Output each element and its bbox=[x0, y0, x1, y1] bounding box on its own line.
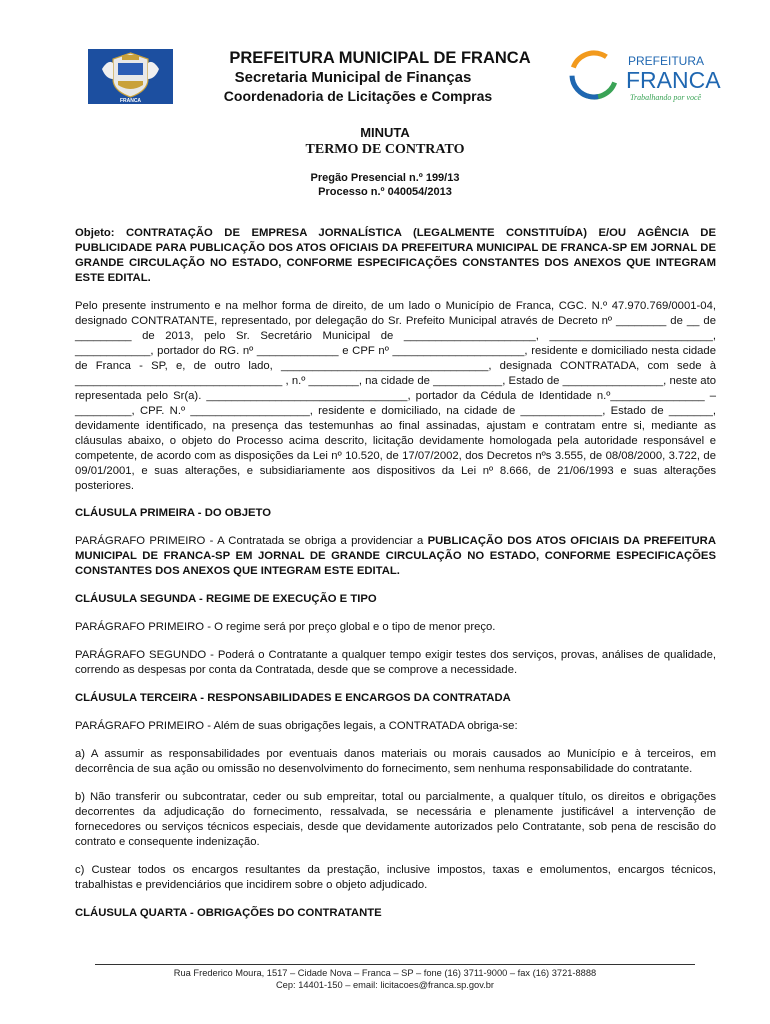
clausula-quarta-title: CLÁUSULA QUARTA - OBRIGAÇÕES DO CONTRATANTE bbox=[75, 907, 382, 919]
logo-tagline: Trabalhando por você bbox=[630, 93, 702, 102]
processo-number: Processo n.º 040054/2013 bbox=[318, 186, 452, 198]
clausula-segunda-paragrafo-2: PARÁGRAFO SEGUNDO - Poderá o Contratante a qualquer tempo exigir testes dos serviços, provas, análises de qualidade, correndo as despesas por conta da Contratada, desde que se comprove a necessidade. bbox=[75, 649, 716, 676]
logo-top-text: PREFEITURA bbox=[628, 54, 705, 68]
city-crest-logo bbox=[88, 49, 173, 104]
header-department: Coordenadoria de Licitações e Compras bbox=[223, 88, 493, 104]
intro-paragraph: Pelo presente instrumento e na melhor forma de direito, de um lado o Município de Franca, CGC. N.º 47.970.769/0001-04, designado CONTRATANTE, representado, por delegação do Sr. Prefeito Municipal através de Decreto nº ________ de __ de _________ de 2013, pelo Sr. Secretário Municipal de _____________________, __________________________, ____________, portador do RG. nº _____________ e CPF nº _____________________, residente e domiciliado nesta cidade de Franca - SP, e, de outro lado, _________________________________, designada CONTRATADA, com sede à _________________________________ , n.º ________, na cidade de ___________, Estado de ________________, neste ato representada pelo Sr(a). ________________________________, portador da Cédula de Identidade n.º_______________ – _________, CPF. N.º ___________________, residente e domiciliado, na cidade de _____________, Estado de _______, devidamente identificado, na presença das testemunhas ao final assinadas, ajustam e contratam entre si, mediante as cláusulas abaixo, o objeto do Processo acima descrito, licitação devidamente homologada pela autoridade responsável e competente, de acordo com as disposições da Lei nº 10.520, de 17/07/2002, dos Decretos nºs 3.555, de 08/08/2000, 3.722, de 09/01/2001, e suas alterações, e subsidiariamente aos dispositivos da Lei nº 8.666, de 21/06/1993 e suas alterações posteriores. bbox=[75, 300, 716, 492]
objeto-paragraph: Objeto: CONTRATAÇÃO DE EMPRESA JORNALÍSTICA (LEGALMENTE CONSTITUÍDA) E/OU AGÊNCIA DE PUBLICIDADE PARA PUBLICAÇÃO DOS ATOS OFICIAIS DA PREFEITURA MUNICIPAL DE FRANCA-SP EM JORNAL DE GRANDE CIRCULAÇÃO NO ESTADO, CONFORME ESPECIFICAÇÕES CONSTANTES DOS ANEXOS QUE INTEGRAM ESTE EDITAL. bbox=[75, 227, 716, 284]
c1-p1-lead: PARÁGRAFO PRIMEIRO - A Contratada se obriga a providenciar a bbox=[75, 535, 428, 547]
termo-title: TERMO DE CONTRATO bbox=[305, 142, 465, 157]
header-title: PREFEITURA MUNICIPAL DE FRANCA bbox=[229, 49, 531, 67]
clausula-terceira-item-b: b) Não transferir ou subcontratar, ceder ou sub empreitar, total ou parcialmente, a qualquer título, os direitos e obrigações decorrentes da adjudicação do fornecimento, ressalvada, se necessária e plenamente justificável a intervenção de fornecedores ou serviços técnicos especiais, desde que devidamente autorizados pelo Contratante, sob pena de rescisão do contrato e consequente indenização. bbox=[75, 791, 716, 848]
clausula-terceira-item-c: c) Custear todos os encargos resultantes da prestação, inclusive impostos, taxas e emolumentos, encargos técnicos, trabalhistas e previdenciários que incidirem sobre o objeto adjudicado. bbox=[75, 864, 716, 891]
clausula-primeira-title: CLÁUSULA PRIMEIRA - DO OBJETO bbox=[75, 507, 272, 519]
document-body bbox=[75, 226, 716, 934]
pregao-number: Pregão Presencial n.º 199/13 bbox=[310, 172, 460, 184]
c1-p1-bold: PUBLICAÇÃO DOS ATOS OFICIAIS DA PREFEITURA MUNICIPAL DE FRANCA-SP EM JORNAL DE GRANDE CIRCULAÇÃO NO ESTADO, CONFORME ESPECIFICAÇÕES CONSTANTES DOS ANEXOS QUE INTEGRAM ESTE EDITAL. bbox=[75, 535, 716, 577]
prefeitura-franca-logo bbox=[568, 48, 728, 106]
clausula-primeira-paragrafo-1 bbox=[75, 534, 716, 579]
clausula-segunda-title: CLÁUSULA SEGUNDA - REGIME DE EXECUÇÃO E TIPO bbox=[75, 593, 377, 605]
crest-caption: FRANCA bbox=[119, 98, 142, 104]
clausula-segunda-paragrafo-1: PARÁGRAFO PRIMEIRO - O regime será por preço global e o tipo de menor preço. bbox=[75, 621, 496, 633]
clausula-terceira-paragrafo-1: PARÁGRAFO PRIMEIRO - Além de suas obrigações legais, a CONTRATADA obriga-se: bbox=[75, 720, 518, 732]
minuta-label: MINUTA bbox=[360, 125, 410, 140]
logo-main-text: FRANCA bbox=[626, 67, 721, 93]
footer-contact: Cep: 14401-150 – email: licitacoes@franca.sp.gov.br bbox=[275, 980, 495, 990]
footer-address: Rua Frederico Moura, 1517 – Cidade Nova – Franca – SP – fone (16) 3711-9000 – fax (16) 3721-8888 bbox=[173, 968, 597, 978]
clausula-terceira-item-a: a) A assumir as responsabilidades por eventuais danos materiais ou morais causados ao Município e à terceiros, em decorrência de sua ação ou omissão no desenvolvimento do fornecimento, sem nenhuma responsabilidade do contratante. bbox=[75, 748, 716, 775]
footer-divider bbox=[95, 964, 695, 965]
clausula-terceira-title: CLÁUSULA TERCEIRA - RESPONSABILIDADES E ENCARGOS DA CONTRATADA bbox=[75, 692, 511, 704]
header-subtitle: Secretaria Municipal de Finanças bbox=[234, 69, 472, 86]
